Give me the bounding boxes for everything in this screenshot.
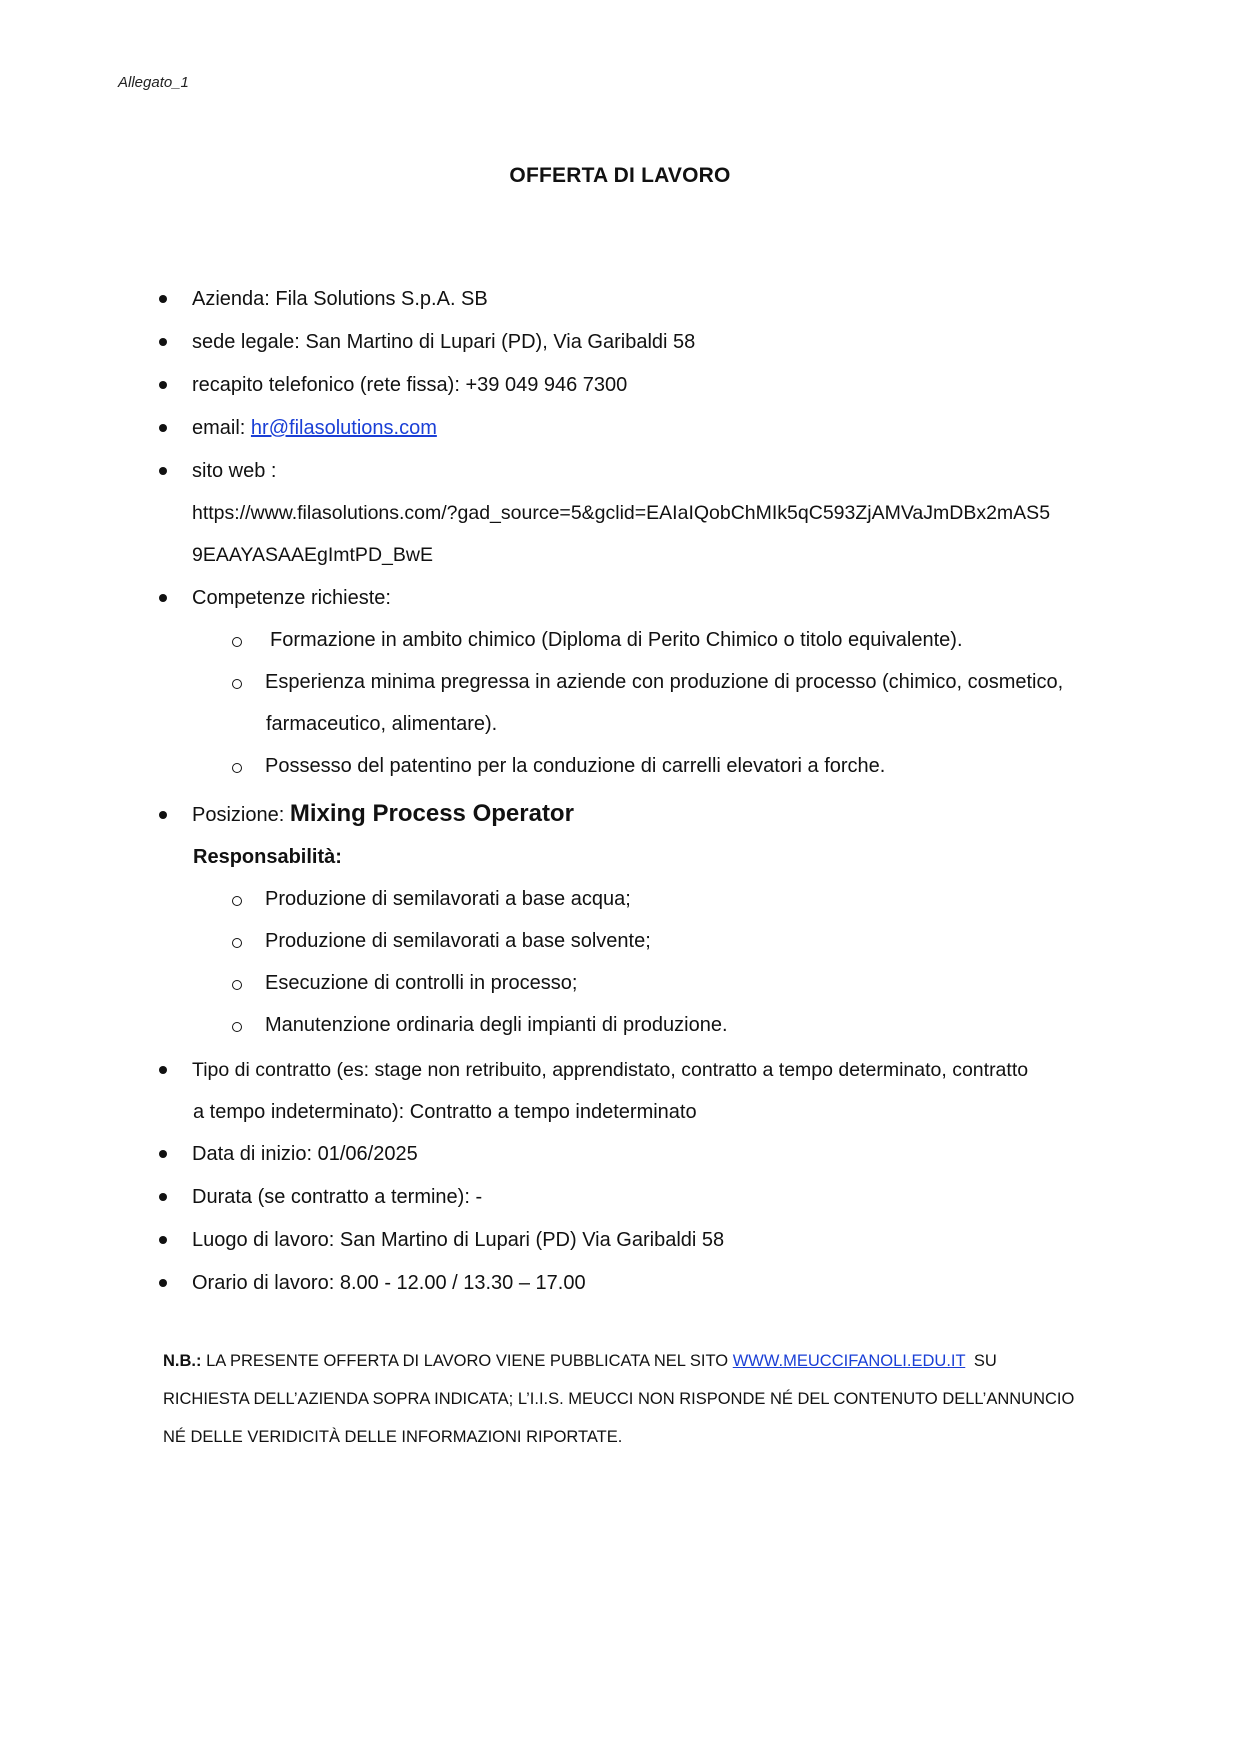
- web-url-line-1: https://www.filasolutions.com/?gad_source=5&gclid=EAIaIQobChMIk5qC593ZjAMVaJmDBx2mAS5: [192, 502, 1051, 524]
- list-item-competenze: Competenze richieste:: [192, 587, 391, 609]
- sub-bullet-icon: [232, 637, 242, 647]
- bullet-icon: [159, 295, 167, 303]
- attachment-label: Allegato_1: [118, 74, 189, 91]
- bullet-icon: [159, 467, 167, 475]
- azienda-label: Azienda:: [192, 288, 270, 310]
- list-item-azienda: [192, 286, 488, 312]
- nb-text: LA PRESENTE OFFERTA DI LAVORO VIENE PUBBLICATA NEL SITO: [206, 1352, 729, 1370]
- disclaimer-line-3: NÉ DELLE VERIDICITÀ DELLE INFORMAZIONI RIPORTATE.: [163, 1428, 623, 1446]
- email-label: email:: [192, 417, 246, 439]
- list-item-web-label: sito web :: [192, 460, 277, 482]
- nb-tail: SU: [973, 1352, 997, 1370]
- disclaimer-line-2: RICHIESTA DELL’AZIENDA SOPRA INDICATA; L’I.I.S. MEUCCI NON RISPONDE NÉ DEL CONTENUTO DELL’ANNUNCIO: [163, 1390, 1075, 1408]
- list-item-contratto: Tipo di contratto (es: stage non retribuito, apprendistato, contratto a tempo determinato, contratto: [192, 1059, 1029, 1081]
- sub-bullet-icon: [232, 896, 242, 906]
- list-item-data-inizio: Data di inizio: 01/06/2025: [192, 1143, 418, 1165]
- responsabilita-item: Manutenzione ordinaria degli impianti di produzione.: [265, 1014, 728, 1036]
- telefono-label: recapito telefonico (rete fissa):: [192, 374, 460, 396]
- competenza-item: Possesso del patentino per la conduzione di carrelli elevatori a forche.: [265, 755, 886, 777]
- telefono-value: +39 049 946 7300: [465, 374, 628, 396]
- list-item-telefono: [192, 372, 627, 398]
- list-item-durata: Durata (se contratto a termine): -: [192, 1186, 483, 1208]
- responsabilita-item: Esecuzione di controlli in processo;: [265, 972, 578, 994]
- email-link[interactable]: hr@filasolutions.com: [250, 417, 437, 439]
- responsabilita-heading: Responsabilità:: [193, 846, 342, 868]
- bullet-icon: [159, 1193, 167, 1201]
- bullet-icon: [159, 1066, 167, 1074]
- sub-bullet-icon: [232, 679, 242, 689]
- azienda-value: Fila Solutions S.p.A. SB: [275, 288, 488, 310]
- sub-bullet-icon: [232, 763, 242, 773]
- disclaimer-line-1: [163, 1350, 997, 1372]
- competenza-item: Esperienza minima pregressa in aziende con produzione di processo (chimico, cosmetico,: [265, 671, 1064, 693]
- school-website-link[interactable]: WWW.MEUCCIFANOLI.EDU.IT: [732, 1352, 966, 1370]
- posizione-label: Posizione:: [192, 804, 285, 826]
- sub-bullet-icon: [232, 1022, 242, 1032]
- sub-bullet-icon: [232, 980, 242, 990]
- nb-label: N.B.:: [163, 1352, 202, 1370]
- bullet-icon: [159, 1279, 167, 1287]
- list-item-orario: Orario di lavoro: 8.00 - 12.00 / 13.30 – 17.00: [192, 1272, 586, 1294]
- list-item-email: [192, 415, 437, 441]
- bullet-icon: [159, 424, 167, 432]
- responsabilita-item: Produzione di semilavorati a base acqua;: [265, 888, 631, 910]
- web-url-line-2: 9EAAYASAAEgImtPD_BwE: [192, 544, 433, 566]
- competenza-item-continuation: farmaceutico, alimentare).: [266, 713, 498, 735]
- bullet-icon: [159, 1150, 167, 1158]
- bullet-icon: [159, 811, 167, 819]
- posizione-value: Mixing Process Operator: [289, 800, 574, 827]
- responsabilita-item: Produzione di semilavorati a base solvente;: [265, 930, 651, 952]
- bullet-icon: [159, 338, 167, 346]
- list-item-luogo: Luogo di lavoro: San Martino di Lupari (PD) Via Garibaldi 58: [192, 1229, 725, 1251]
- sub-bullet-icon: [232, 938, 242, 948]
- list-item-posizione: [192, 799, 574, 830]
- bullet-icon: [159, 1236, 167, 1244]
- bullet-icon: [159, 594, 167, 602]
- bullet-icon: [159, 381, 167, 389]
- page-title: OFFERTA DI LAVORO: [509, 164, 731, 187]
- contratto-continuation: a tempo indeterminato): Contratto a tempo indeterminato: [193, 1101, 697, 1123]
- list-item-sede: [192, 329, 695, 355]
- sede-value: San Martino di Lupari (PD), Via Garibaldi 58: [305, 331, 696, 353]
- competenza-item: Formazione in ambito chimico (Diploma di Perito Chimico o titolo equivalente).: [270, 629, 963, 651]
- sede-label: sede legale:: [192, 331, 300, 353]
